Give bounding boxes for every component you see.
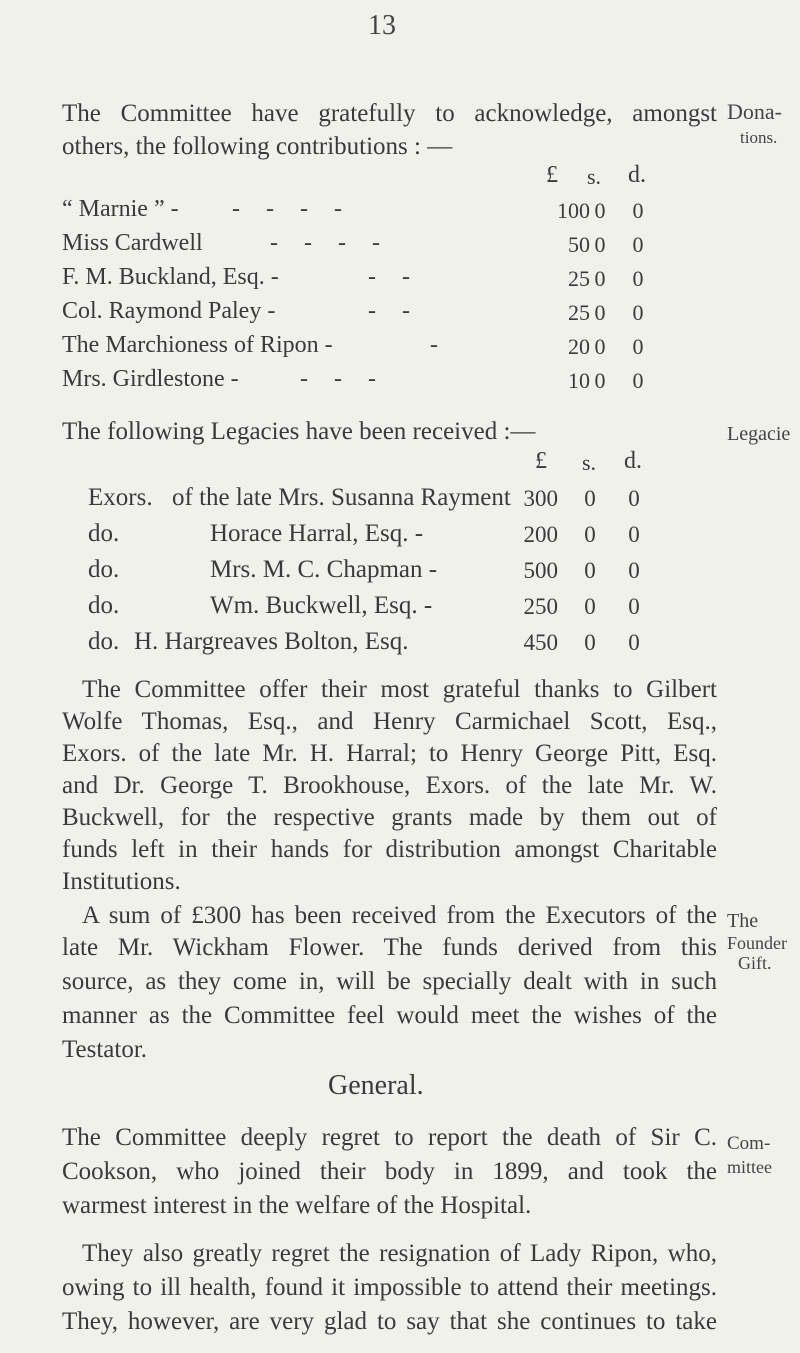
paragraph-line: Wolfe Thomas, Esq., and Henry Carmichael Scott, Esq., [62,708,717,735]
legacy-pence: 0 [628,522,640,547]
legacy-pence: 0 [628,486,640,511]
pence-header: d. [628,162,646,188]
contribution-shillings: 0 [594,368,606,393]
contribution-pence: 0 [632,368,644,393]
legacy-shillings: 0 [584,594,596,619]
paragraph-line: Testator. [62,1036,148,1063]
paragraph-line: Institutions. [62,868,181,895]
contribution-name: Miss Cardwell [62,230,203,256]
contribution-name: The Marchioness of Ripon - [62,332,333,358]
contribution-dashes: - - - - [232,196,342,222]
legacy-pounds: 250 [523,594,558,619]
margin-note-founder-2: Founder [727,933,787,953]
contribution-shillings: 0 [594,334,606,359]
legacy-prefix: do. [88,628,120,655]
contribution-pounds: 100 [557,198,590,223]
paragraph-line: manner as the Committee feel would meet the wishes of the [62,1002,717,1029]
legacy-pounds: 200 [523,522,558,547]
contribution-dashes: - [430,332,438,358]
margin-note-donations-1: Dona- [727,99,782,124]
contribution-dashes: - - [368,264,410,290]
paragraph-line: Exors. of the late Mr. H. Harral; to Henry George Pitt, Esq. [62,740,717,767]
margin-note-founder-1: The [727,910,759,932]
shillings-header: s. [587,164,602,189]
paragraph-line: They also greatly regret the resignation of Lady Ripon, who, [82,1240,717,1267]
paragraph-line: A sum of £300 has been received from the Executors of the [82,902,717,929]
legacy-shillings: 0 [584,630,596,655]
legacy-prefix: do. [88,556,120,583]
intro-line-1: The Committee have gratefully to acknowledge, amongst [62,100,717,127]
intro-line-2: others, the following contributions : — [62,133,453,160]
legacy-name: H. Hargreaves Bolton, Esq. [134,628,409,655]
legacy-shillings: 0 [584,486,596,511]
contribution-pounds: 50 [568,232,590,257]
margin-note-legacies: Legacie [727,423,791,445]
general-heading: General. [328,1070,424,1101]
paragraph-line: owing to ill health, found it impossible to attend their meetings. [62,1274,717,1301]
contribution-pounds: 25 [568,266,590,291]
contribution-dashes: - - - [300,366,376,392]
legacies-intro: The following Legacies have been received :— [62,418,536,445]
paragraph-line: Buckwell, for the respective grants made by them out of [62,804,717,831]
legacy-prefix: Exors. [88,484,153,511]
legacy-name: Wm. Buckwell, Esq. - [210,592,433,619]
contribution-pence: 0 [632,334,644,359]
contribution-pounds: 10 [568,368,590,393]
pounds-header: £ [546,162,558,188]
contribution-name: “ Marnie ” - [62,196,179,222]
legacy-shillings: 0 [584,558,596,583]
contribution-dashes: - - [368,298,410,324]
legacy-pounds: 500 [523,558,558,583]
contribution-dashes: - - - - [270,230,380,256]
contribution-pence: 0 [632,300,644,325]
pounds-header: £ [535,448,547,474]
paragraph-line: They, however, are very glad to say that she continues to take [62,1308,717,1335]
legacy-name: Horace Harral, Esq. - [210,520,424,547]
legacy-name: of the late Mrs. Susanna Rayment [172,484,511,511]
contribution-pence: 0 [632,198,644,223]
pence-header: d. [624,448,642,474]
legacy-prefix: do. [88,592,120,619]
page-number: 13 [368,10,396,41]
legacy-pence: 0 [628,594,640,619]
contribution-name: Mrs. Girdlestone - [62,366,239,392]
legacy-pounds: 450 [523,630,558,655]
paragraph-line: source, as they come in, will be specially dealt with in such [62,968,717,995]
contribution-shillings: 0 [594,266,606,291]
legacy-pence: 0 [628,630,640,655]
contribution-shillings: 0 [594,300,606,325]
paragraph-line: Cookson, who joined their body in 1899, and took the [62,1158,717,1185]
legacy-pounds: 300 [523,486,558,511]
contribution-name: Col. Raymond Paley - [62,298,276,324]
paragraph-line: The Committee offer their most grateful thanks to Gilbert [82,676,717,703]
shillings-header: s. [582,450,597,475]
margin-note-founder-3: Gift. [738,953,772,973]
contribution-pounds: 25 [568,300,590,325]
paragraph-line: The Committee deeply regret to report the death of Sir C. [62,1124,717,1151]
contribution-shillings: 0 [594,198,606,223]
legacy-prefix: do. [88,520,120,547]
contribution-shillings: 0 [594,232,606,257]
legacy-name: Mrs. M. C. Chapman - [210,556,438,583]
margin-note-donations-2: tions. [740,128,778,147]
legacy-pence: 0 [628,558,640,583]
margin-note-committee-2: mittee [727,1157,772,1177]
paragraph-line: late Mr. Wickham Flower. The funds derived from this [62,934,717,961]
contribution-pounds: 20 [568,334,590,359]
contribution-name: F. M. Buckland, Esq. - [62,264,279,290]
legacy-shillings: 0 [584,522,596,547]
contribution-pence: 0 [632,266,644,291]
margin-note-committee-1: Com- [727,1133,771,1154]
contribution-pence: 0 [632,232,644,257]
paragraph-line: and Dr. George T. Brookhouse, Exors. of the late Mr. W. [62,772,717,799]
paragraph-line: funds left in their hands for distribution amongst Charitable [62,836,717,863]
paragraph-line: warmest interest in the welfare of the Hospital. [62,1192,532,1219]
